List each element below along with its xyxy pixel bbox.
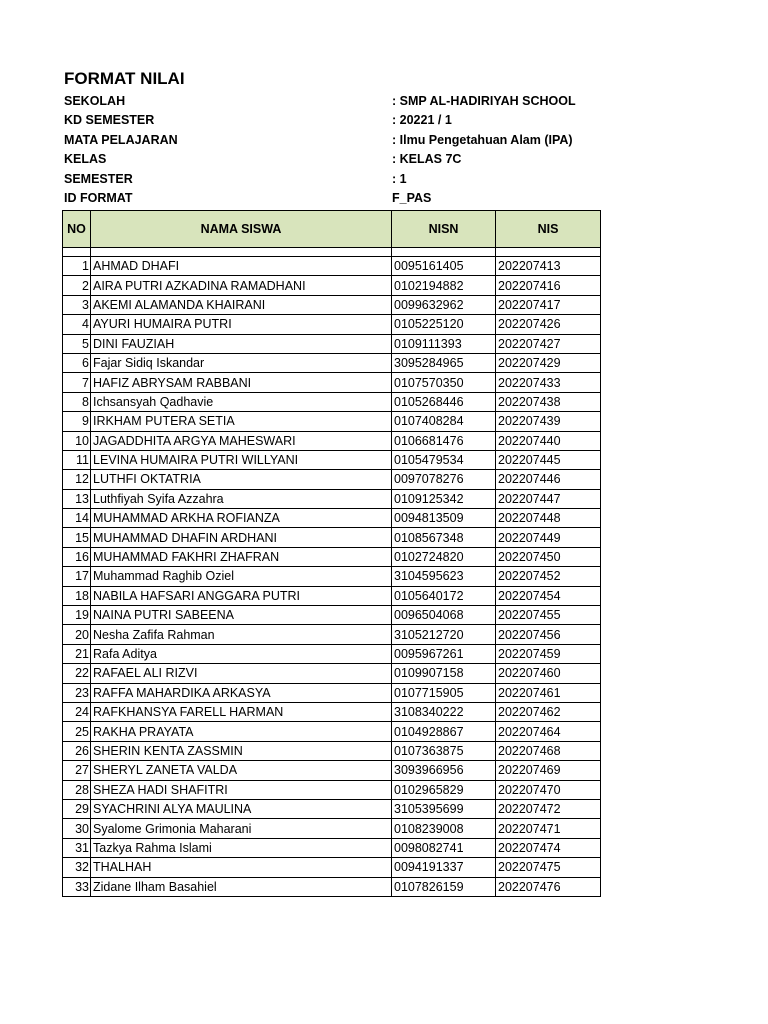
cell-nis[interactable]: 202207449: [496, 528, 601, 547]
cell-nama-siswa[interactable]: SHERYL ZANETA VALDA: [91, 761, 392, 780]
meta-row: [0, 111, 768, 130]
table-row: [63, 761, 601, 780]
meta-value: : KELAS 7C: [392, 152, 462, 167]
cell-nama-siswa[interactable]: LUTHFI OKTATRIA: [91, 470, 392, 489]
meta-value: : 1: [392, 171, 407, 186]
cell-nama-siswa[interactable]: THALHAH: [91, 858, 392, 877]
table-row: [63, 664, 601, 683]
cell-nisn[interactable]: 0094813509: [392, 509, 496, 528]
table-row: [63, 838, 601, 857]
cell-nis[interactable]: 202207469: [496, 761, 601, 780]
table-row: [63, 625, 601, 644]
meta-value: : SMP AL-HADIRIYAH SCHOOL: [392, 94, 576, 108]
table-row: [63, 799, 601, 818]
cell-no[interactable]: 5: [63, 334, 91, 353]
cell-nisn[interactable]: 0097078276: [392, 470, 496, 489]
cell-nama-siswa[interactable]: Rafa Aditya: [91, 644, 392, 663]
cell-nama-siswa[interactable]: Syalome Grimonia Maharani: [91, 819, 392, 838]
cell-no[interactable]: 18: [63, 586, 91, 605]
table-row: [63, 392, 601, 411]
cell-no[interactable]: 25: [63, 722, 91, 741]
table-row: [63, 450, 601, 469]
cell-no[interactable]: 17: [63, 567, 91, 586]
cell-no[interactable]: 10: [63, 431, 91, 450]
cell-nis[interactable]: 202207446: [496, 470, 601, 489]
cell-nama-siswa[interactable]: DINI FAUZIAH: [91, 334, 392, 353]
cell-nis[interactable]: 202207475: [496, 858, 601, 877]
cell-nama-siswa[interactable]: AHMAD DHAFI: [91, 257, 392, 276]
cell-nama-siswa[interactable]: SYACHRINI ALYA MAULINA: [91, 799, 392, 818]
table-row: [63, 295, 601, 314]
cell-no[interactable]: 1: [63, 257, 91, 276]
meta-value: F_PAS: [392, 191, 432, 205]
cell-nisn[interactable]: 3105395699: [392, 799, 496, 818]
cell-no[interactable]: 28: [63, 780, 91, 799]
cell-nisn[interactable]: 3104595623: [392, 567, 496, 586]
cell-nis[interactable]: 202207471: [496, 819, 601, 838]
cell-no[interactable]: 26: [63, 741, 91, 760]
cell-nis[interactable]: 202207445: [496, 450, 601, 469]
table-row: [63, 431, 601, 450]
cell-no[interactable]: 23: [63, 683, 91, 702]
cell-no[interactable]: 21: [63, 644, 91, 663]
cell-nama-siswa[interactable]: NAINA PUTRI SABEENA: [91, 606, 392, 625]
meta-label: KELAS: [64, 152, 107, 167]
cell-nama-siswa[interactable]: MUHAMMAD ARKHA ROFIANZA: [91, 509, 392, 528]
cell-nis[interactable]: 202207454: [496, 586, 601, 605]
cell-nama-siswa[interactable]: Tazkya Rahma Islami: [91, 838, 392, 857]
cell-nisn[interactable]: 0102194882: [392, 276, 496, 295]
cell-nisn[interactable]: 0109111393: [392, 334, 496, 353]
cell-nis[interactable]: 202207460: [496, 664, 601, 683]
meta-value: : Ilmu Pengetahuan Alam (IPA): [392, 132, 573, 147]
cell-no[interactable]: 13: [63, 489, 91, 508]
cell-nama-siswa[interactable]: RAFFA MAHARDIKA ARKASYA: [91, 683, 392, 702]
cell-no[interactable]: 16: [63, 547, 91, 566]
cell-nis[interactable]: 202207439: [496, 412, 601, 431]
cell-nis[interactable]: 202207462: [496, 702, 601, 721]
table-row: [63, 586, 601, 605]
cell-nama-siswa[interactable]: Nesha Zafifa Rahman: [91, 625, 392, 644]
spacer-cell: [392, 248, 496, 257]
cell-nama-siswa[interactable]: SHEZA HADI SHAFITRI: [91, 780, 392, 799]
cell-nisn[interactable]: 0107570350: [392, 373, 496, 392]
cell-no[interactable]: 2: [63, 276, 91, 295]
cell-nisn[interactable]: 0105225120: [392, 315, 496, 334]
cell-nama-siswa[interactable]: Fajar Sidiq Iskandar: [91, 353, 392, 372]
meta-row: [0, 150, 768, 169]
meta-label: KD SEMESTER: [64, 113, 155, 128]
cell-nama-siswa[interactable]: HAFIZ ABRYSAM RABBANI: [91, 373, 392, 392]
spacer-row: [63, 248, 601, 257]
cell-nis[interactable]: 202207464: [496, 722, 601, 741]
table-row: [63, 412, 601, 431]
cell-no[interactable]: 9: [63, 412, 91, 431]
cell-nama-siswa[interactable]: Ichsansyah Qadhavie: [91, 392, 392, 411]
cell-no[interactable]: 24: [63, 702, 91, 721]
cell-nis[interactable]: 202207470: [496, 780, 601, 799]
cell-nis[interactable]: 202207474: [496, 838, 601, 857]
spacer-cell: [63, 248, 91, 257]
cell-nama-siswa[interactable]: AIRA PUTRI AZKADINA RAMADHANI: [91, 276, 392, 295]
cell-nisn[interactable]: 3095284965: [392, 353, 496, 372]
cell-nama-siswa[interactable]: SHERIN KENTA ZASSMIN: [91, 741, 392, 760]
meta-label: SEKOLAH: [64, 94, 126, 108]
cell-no[interactable]: 14: [63, 509, 91, 528]
cell-nisn[interactable]: 0107715905: [392, 683, 496, 702]
table-row: [63, 722, 601, 741]
cell-nis[interactable]: 202207433: [496, 373, 601, 392]
table-row: [63, 858, 601, 877]
cell-nisn[interactable]: 0096504068: [392, 606, 496, 625]
table-row: [63, 276, 601, 295]
meta-row: [0, 170, 768, 189]
column-header-nis[interactable]: NIS: [496, 211, 601, 248]
cell-nisn[interactable]: 0094191337: [392, 858, 496, 877]
column-header-nama-siswa[interactable]: NAMA SISWA: [91, 211, 392, 248]
table-row: [63, 315, 601, 334]
cell-nisn[interactable]: 3093966956: [392, 761, 496, 780]
cell-nisn[interactable]: 0107363875: [392, 741, 496, 760]
table-row: [63, 353, 601, 372]
cell-nis[interactable]: 202207459: [496, 644, 601, 663]
cell-no[interactable]: 19: [63, 606, 91, 625]
meta-label: ID FORMAT: [64, 191, 133, 205]
cell-nisn[interactable]: 0095967261: [392, 644, 496, 663]
cell-nisn[interactable]: 0106681476: [392, 431, 496, 450]
cell-nisn[interactable]: 0105640172: [392, 586, 496, 605]
column-header-no[interactable]: NO: [63, 211, 91, 248]
table-row: [63, 528, 601, 547]
table-row: [63, 334, 601, 353]
cell-no[interactable]: 3: [63, 295, 91, 314]
cell-nisn[interactable]: 0095161405: [392, 257, 496, 276]
cell-no[interactable]: 27: [63, 761, 91, 780]
cell-nama-siswa[interactable]: MUHAMMAD FAKHRI ZHAFRAN: [91, 547, 392, 566]
table-row: [63, 373, 601, 392]
cell-nis[interactable]: 202207429: [496, 353, 601, 372]
spacer-cell: [91, 248, 392, 257]
cell-nis[interactable]: 202207452: [496, 567, 601, 586]
cell-nis[interactable]: 202207472: [496, 799, 601, 818]
cell-no[interactable]: 6: [63, 353, 91, 372]
cell-nis[interactable]: 202207438: [496, 392, 601, 411]
table-body: [63, 248, 601, 897]
cell-nis[interactable]: 202207455: [496, 606, 601, 625]
cell-nama-siswa[interactable]: Zidane Ilham Basahiel: [91, 877, 392, 896]
cell-nis[interactable]: 202207413: [496, 257, 601, 276]
cell-nisn[interactable]: 0105479534: [392, 450, 496, 469]
sheet-title: FORMAT NILAI: [64, 69, 185, 88]
table-row: [63, 489, 601, 508]
cell-nama-siswa[interactable]: MUHAMMAD DHAFIN ARDHANI: [91, 528, 392, 547]
cell-nama-siswa[interactable]: AKEMI ALAMANDA KHAIRANI: [91, 295, 392, 314]
cell-nis[interactable]: 202207440: [496, 431, 601, 450]
table-row: [63, 257, 601, 276]
cell-nisn[interactable]: 0105268446: [392, 392, 496, 411]
meta-label: SEMESTER: [64, 171, 133, 186]
cell-nis[interactable]: 202207416: [496, 276, 601, 295]
cell-nisn[interactable]: 0098082741: [392, 838, 496, 857]
cell-nisn[interactable]: 0104928867: [392, 722, 496, 741]
cell-nisn[interactable]: 0107408284: [392, 412, 496, 431]
cell-nama-siswa[interactable]: RAFKHANSYA FARELL HARMAN: [91, 702, 392, 721]
cell-nis[interactable]: 202207450: [496, 547, 601, 566]
cell-no[interactable]: 33: [63, 877, 91, 896]
cell-nisn[interactable]: 0099632962: [392, 295, 496, 314]
student-table: [62, 210, 601, 897]
table-row: [63, 606, 601, 625]
table-row: [63, 644, 601, 663]
cell-nama-siswa[interactable]: Luthfiyah Syifa Azzahra: [91, 489, 392, 508]
cell-nama-siswa[interactable]: IRKHAM PUTERA SETIA: [91, 412, 392, 431]
cell-nisn[interactable]: 3105212720: [392, 625, 496, 644]
table-row: [63, 877, 601, 896]
cell-nis[interactable]: 202207448: [496, 509, 601, 528]
cell-no[interactable]: 4: [63, 315, 91, 334]
table-row: [63, 567, 601, 586]
cell-nama-siswa[interactable]: JAGADDHITA ARGYA MAHESWARI: [91, 431, 392, 450]
table-row: [63, 547, 601, 566]
table-row: [63, 509, 601, 528]
cell-nis[interactable]: 202207417: [496, 295, 601, 314]
table-row: [63, 819, 601, 838]
cell-nisn[interactable]: 0108567348: [392, 528, 496, 547]
cell-nis[interactable]: 202207468: [496, 741, 601, 760]
cell-no[interactable]: 12: [63, 470, 91, 489]
cell-no[interactable]: 29: [63, 799, 91, 818]
cell-no[interactable]: 22: [63, 664, 91, 683]
cell-nama-siswa[interactable]: RAKHA PRAYATA: [91, 722, 392, 741]
cell-no[interactable]: 15: [63, 528, 91, 547]
cell-nis[interactable]: 202207447: [496, 489, 601, 508]
meta-row: [0, 92, 768, 111]
cell-nis[interactable]: 202207456: [496, 625, 601, 644]
table-row: [63, 702, 601, 721]
cell-no[interactable]: 11: [63, 450, 91, 469]
cell-nisn[interactable]: 0109125342: [392, 489, 496, 508]
meta-value: : 20221 / 1: [392, 113, 452, 128]
cell-nama-siswa[interactable]: AYURI HUMAIRA PUTRI: [91, 315, 392, 334]
cell-nama-siswa[interactable]: NABILA HAFSARI ANGGARA PUTRI: [91, 586, 392, 605]
cell-nama-siswa[interactable]: Muhammad Raghib Oziel: [91, 567, 392, 586]
cell-nisn[interactable]: 0109907158: [392, 664, 496, 683]
cell-nisn[interactable]: 0102965829: [392, 780, 496, 799]
cell-nis[interactable]: 202207476: [496, 877, 601, 896]
cell-no[interactable]: 7: [63, 373, 91, 392]
cell-no[interactable]: 20: [63, 625, 91, 644]
cell-nisn[interactable]: 0102724820: [392, 547, 496, 566]
table-row: [63, 780, 601, 799]
cell-nis[interactable]: 202207427: [496, 334, 601, 353]
cell-no[interactable]: 30: [63, 819, 91, 838]
cell-nis[interactable]: 202207461: [496, 683, 601, 702]
meta-row: [0, 131, 768, 150]
cell-nama-siswa[interactable]: LEVINA HUMAIRA PUTRI WILLYANI: [91, 450, 392, 469]
spacer-cell: [496, 248, 601, 257]
table-row: [63, 683, 601, 702]
meta-row: [0, 189, 768, 208]
cell-nisn[interactable]: 3108340222: [392, 702, 496, 721]
cell-no[interactable]: 8: [63, 392, 91, 411]
table-header-row: [63, 211, 601, 248]
cell-no[interactable]: 32: [63, 858, 91, 877]
table-row: [63, 470, 601, 489]
table-row: [63, 741, 601, 760]
column-header-nisn[interactable]: NISN: [392, 211, 496, 248]
cell-nama-siswa[interactable]: RAFAEL ALI RIZVI: [91, 664, 392, 683]
cell-nisn[interactable]: 0107826159: [392, 877, 496, 896]
cell-no[interactable]: 31: [63, 838, 91, 857]
meta-label: MATA PELAJARAN: [64, 132, 178, 147]
cell-nis[interactable]: 202207426: [496, 315, 601, 334]
cell-nisn[interactable]: 0108239008: [392, 819, 496, 838]
